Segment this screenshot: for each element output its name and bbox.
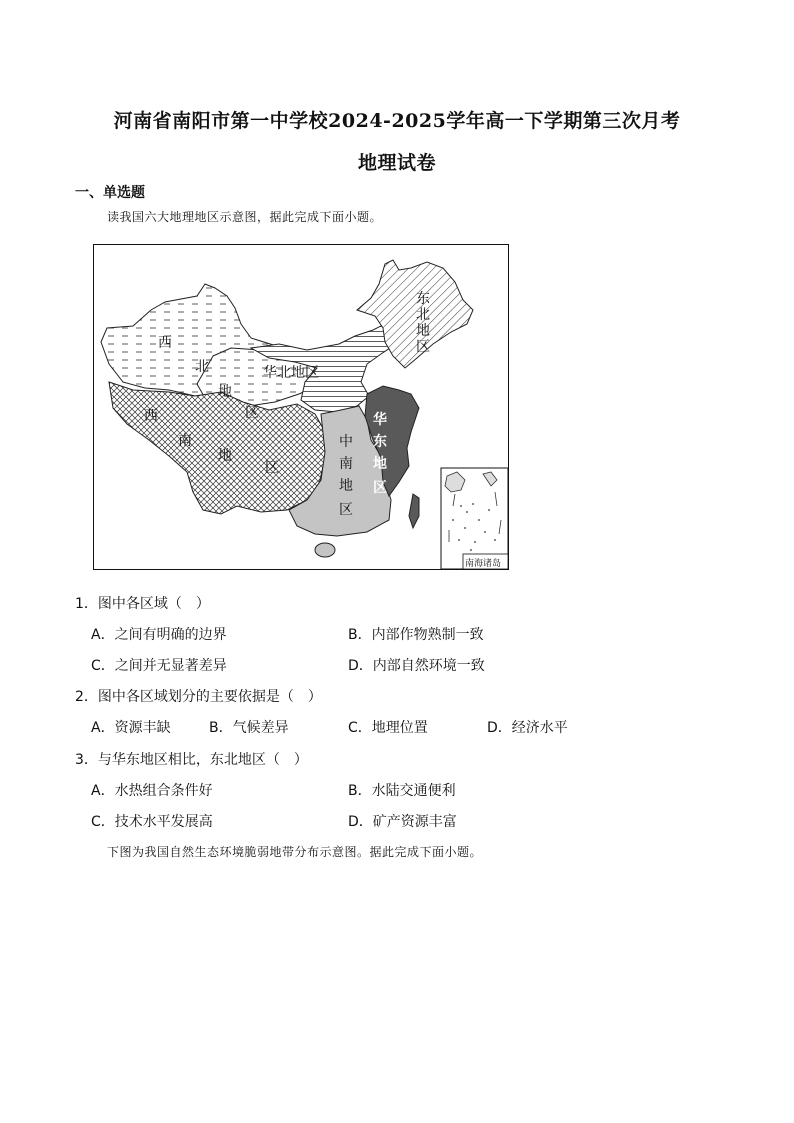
label-northeast-1: 东 <box>416 291 430 307</box>
question-2-stem: 2．图中各区域划分的主要依据是（ ） <box>75 689 322 705</box>
label-central-south-1: 中 <box>339 434 353 450</box>
label-east-1: 华 <box>373 412 387 428</box>
label-central-south-2: 南 <box>339 456 353 472</box>
label-northwest-4: 区 <box>245 405 259 421</box>
question-2-option-a[interactable]: A．资源丰缺 <box>91 720 171 736</box>
map-svg <box>93 244 509 570</box>
label-central-south-3: 地 <box>339 478 353 494</box>
label-east-4: 区 <box>373 480 387 496</box>
label-northeast-3: 地 <box>416 323 430 339</box>
label-northwest-1: 西 <box>158 335 172 351</box>
question-3-stem: 3．与华东地区相比，东北地区（ ） <box>75 752 308 768</box>
label-east-3: 地 <box>373 456 387 472</box>
label-north: 华北地区 <box>263 365 319 381</box>
question-3-option-c[interactable]: C．技术水平发展高 <box>91 814 213 830</box>
question-2-option-b[interactable]: B．气候差异 <box>209 720 289 736</box>
question-1-stem: 1．图中各区域（ ） <box>75 596 210 612</box>
question-3-option-d[interactable]: D．矿产资源丰富 <box>348 814 457 830</box>
question-2-option-c[interactable]: C．地理位置 <box>348 720 428 736</box>
south-china-sea-inset <box>441 468 508 569</box>
question-3-option-b[interactable]: B．水陆交通便利 <box>348 783 456 799</box>
inset-label: 南海诸岛 <box>465 559 502 569</box>
label-southwest-3: 地 <box>218 448 232 464</box>
question-3-option-a[interactable]: A．水热组合条件好 <box>91 783 213 799</box>
label-southwest-1: 西 <box>144 408 158 424</box>
question-1-option-b[interactable]: B．内部作物熟制一致 <box>348 627 484 643</box>
china-regions-map <box>93 244 509 570</box>
hainan-island <box>315 543 335 557</box>
label-northeast-4: 区 <box>416 339 430 355</box>
label-southwest-2: 南 <box>178 433 192 449</box>
label-northeast-2: 北 <box>416 307 430 323</box>
label-central-south-4: 区 <box>339 502 353 518</box>
question-1-option-c[interactable]: C．之间并无显著差异 <box>91 658 227 674</box>
document-subtitle: 地理试卷 <box>357 152 436 174</box>
question-intro: 读我国六大地理地区示意图，据此完成下面小题。 <box>107 210 383 224</box>
section-heading: 一、单选题 <box>75 185 145 201</box>
label-southwest-4: 区 <box>265 460 279 476</box>
label-northwest-3: 地 <box>218 384 232 400</box>
question-2-option-d[interactable]: D．经济水平 <box>487 720 568 736</box>
label-northwest-2: 北 <box>195 359 209 375</box>
label-east-2: 东 <box>373 434 387 450</box>
question-1-option-d[interactable]: D．内部自然环境一致 <box>348 658 485 674</box>
question-1-option-a[interactable]: A．之间有明确的边界 <box>91 627 227 643</box>
document-title: 河南省南阳市第一中学校2024-2025学年高一下学期第三次月考 <box>113 110 681 132</box>
question-intro-2: 下图为我国自然生态环境脆弱地带分布示意图。据此完成下面小题。 <box>107 845 483 859</box>
